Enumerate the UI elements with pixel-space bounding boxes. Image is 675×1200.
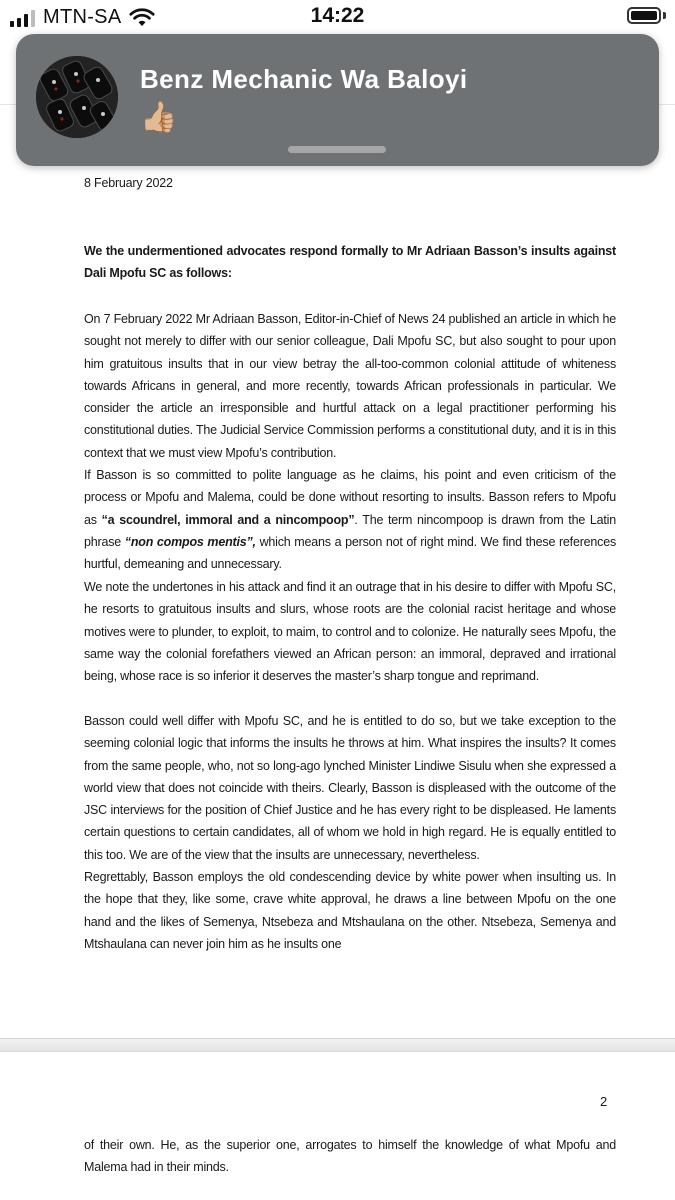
document-heading: We the undermentioned advocates respond formally to Mr Adriaan Basson’s insults against Dali Mpofu SC as follows: bbox=[84, 244, 616, 281]
car-keys-photo bbox=[36, 56, 118, 138]
paragraph-1: On 7 February 2022 Mr Adriaan Basson, Editor-in-Chief of News 24 published an article in which he sought not merely to differ with our senior colleague, Dali Mpofu SC, but also sought to pour upon him gratuitous insults that in our view betray the all-too-common colonial attitude of whiteness towards Africans in general, and more recently, towards African professionals in particular. We consider the article an irresponsible and hurtful attack on a legal practitioner performing his constitutional duties. The Judicial Service Commission performs a constitutional duty, and it is in this context that we must view Mpofu’s contribution. bbox=[84, 312, 616, 460]
paragraph-2 bbox=[84, 464, 616, 575]
paragraph-2-latin-phrase: “non compos mentis”, bbox=[124, 534, 256, 549]
page-break-divider bbox=[0, 1038, 675, 1052]
paragraph-2-text-c: which means a person not of right mind. We find these references hurtful, demeaning and unnecessary. bbox=[84, 534, 617, 572]
document-date: 8 February 2022 bbox=[84, 176, 173, 190]
paragraph-2-text-a: If Basson is so committed to polite language as he claims, his point and even criticism of the process or Mpofu and Malema, could be done without resorting to insults. Basson refers to Mpofu as bbox=[84, 468, 616, 527]
battery-icon bbox=[627, 7, 661, 24]
status-time: 14:22 bbox=[310, 4, 365, 27]
status-bar bbox=[0, 0, 675, 34]
notification-sender-name: Benz Mechanic Wa Baloyi bbox=[140, 64, 468, 94]
battery-tip bbox=[663, 12, 666, 19]
page-number: 2 bbox=[600, 1094, 608, 1109]
paragraph-4: Basson could well differ with Mpofu SC, and he is entitled to do so, but we take exception to the seeming colonial logic that informs the insults he throws at him. What inspires the insults? It comes from the same people, who, not so long-ago lynched Minister Lindiwe Sisulu when she expressed a world view that does not coincide with theirs. Clearly, Basson is displeased with the outcome of the JSC interviews for the position of Chief Justice and he has every right to be displeased. He laments certain questions to certain candidates, all of whom we hold in high regard. He is equally entitled to this too. We are of the view that the insults are unnecessary, nevertheless. bbox=[84, 714, 616, 862]
paragraph-6: of their own. He, as the superior one, arrogates to himself the knowledge of what Mpofu and Malema had in their minds. bbox=[84, 1138, 616, 1175]
notification-banner[interactable] bbox=[16, 34, 659, 166]
paragraph-2-quote: “a scoundrel, immoral and a nincompoop” bbox=[101, 512, 355, 527]
carrier-name: MTN-SA bbox=[43, 6, 122, 28]
paragraph-5: Regrettably, Basson employs the old condescending device by white power when insulting us. In the hope that they, like some, crave white approval, he draws a line between Mpofu on the one hand and the likes of Semenya, Ntsebeza and Mtshaulana on the other. Ntsebeza, Semenya and Mtshaulana can never join him as he insults one bbox=[84, 870, 616, 951]
thumbs-up-icon: 👍🏼 bbox=[140, 101, 178, 134]
paragraph-3: We note the undertones in his attack and find it an outrage that in his desire to differ with Mpofu SC, he resorts to gratuitous insults and slurs, whose roots are the colonial racist heritage and whose motives were to plunder, to exploit, to maim, to control and to colonize. He naturally sees Mpofu, the same way the colonial forefathers viewed an African person: an immoral, depraved and irrational being, whose race is so inferior it deserves the master’s sharp tongue and reprimand. bbox=[84, 580, 616, 684]
paragraph-2-text-b: . The term nincompoop is drawn from the Latin phrase bbox=[84, 512, 617, 549]
banner-grabber-handle[interactable] bbox=[288, 146, 386, 153]
contact-avatar bbox=[36, 56, 118, 138]
